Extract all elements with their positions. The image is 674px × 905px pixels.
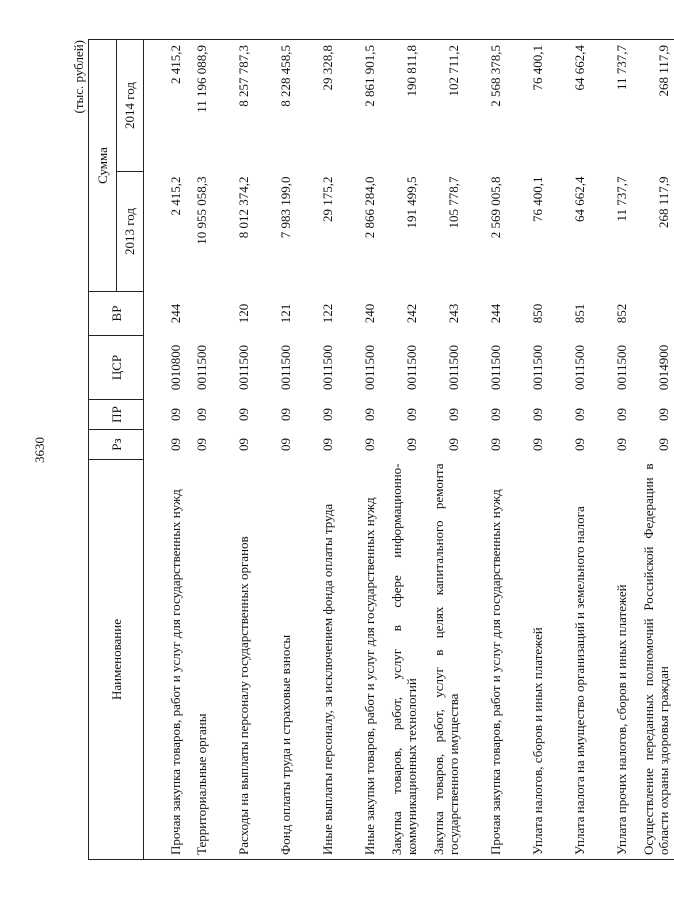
row-rz: 09 [488,438,503,451]
row-sum-2013: 2 415,2 [168,176,183,216]
row-csr: 0011500 [446,344,461,391]
row-rz: 09 [530,438,545,451]
row-rz: 09 [362,438,377,451]
row-sum-2013: 191 499,5 [404,176,419,229]
units-note: (тыс. рублей) [71,40,86,114]
table-row [186,40,212,860]
table-row [338,40,380,860]
row-sum-2013: 105 778,7 [446,176,461,229]
row-pr: 09 [614,408,629,421]
row-sum-2013: 11 737,7 [614,176,629,222]
row-vr: 121 [278,303,293,324]
row-name: Осуществление переданных полномочий Российской Федерации в области охраны здоровья граждан [641,463,671,855]
row-rz: 09 [572,438,587,451]
row-name: Уплата прочих налогов, сборов и иных платежей [614,584,629,855]
row-sum-2013: 76 400,1 [530,176,545,222]
header-name: Наименование [89,460,144,860]
table-row [212,40,254,860]
row-sum-2013: 2 866 284,0 [362,176,377,239]
budget-table [88,39,674,860]
row-name: Фонд оплаты труда и страховые взносы [278,634,293,855]
table-row [548,40,590,860]
row-name: Уплата налога на имущество организаций и земельного налога [572,506,587,855]
row-sum-2013: 64 662,4 [572,176,587,222]
table-row [422,40,464,860]
row-name: Иные выплаты персоналу, за исключением фонда оплаты труда [320,503,335,855]
table-row [590,40,632,860]
table-header [89,40,144,860]
row-vr [186,292,212,336]
row-pr: 09 [530,408,545,421]
header-year-2013: 2013 год [116,172,144,292]
row-name: Закупка товаров, работ, услуг в целях капитального ремонта государственного имущества [431,463,461,855]
row-sum-2013: 29 175,2 [320,176,335,222]
table-row [380,40,422,860]
row-name: Иные закупки товаров, работ и услуг для государственных нужд [362,497,377,855]
table-row [464,40,506,860]
row-csr: 0011500 [194,344,209,391]
header-rz: Рз [89,430,144,460]
row-sum-2014: 102 711,2 [446,45,461,97]
row-pr: 09 [656,408,671,421]
row-rz: 09 [278,438,293,451]
row-name: Уплата налогов, сборов и иных платежей [530,627,545,855]
row-sum-2014: 2 415,2 [168,45,183,84]
row-rz: 09 [236,438,251,451]
row-csr: 0014900 [656,344,671,391]
row-csr: 0011500 [362,344,377,391]
row-pr: 09 [446,408,461,421]
header-vr: ВР [89,292,144,336]
row-vr: 851 [572,303,587,324]
row-csr: 0011500 [278,344,293,391]
row-vr: 122 [320,303,335,324]
row-csr: 0011500 [236,344,251,391]
row-vr: 240 [362,303,377,324]
row-csr: 0011500 [614,344,629,391]
row-sum-2013: 2 569 005,8 [488,176,503,239]
row-pr: 09 [362,408,377,421]
row-vr: 852 [614,303,629,324]
row-pr: 09 [194,408,209,421]
page-number: 3630 [32,437,47,463]
table-row [296,40,338,860]
row-pr: 09 [488,408,503,421]
row-sum-2014: 11 737,7 [614,45,629,91]
row-csr: 0011500 [320,344,335,391]
row-pr: 09 [278,408,293,421]
row-sum-2014: 2 568 378,5 [488,45,503,107]
row-pr: 09 [168,408,183,421]
row-rz: 09 [320,438,335,451]
row-rz: 09 [194,438,209,451]
row-sum-2014: 64 662,4 [572,45,587,91]
header-pr: ПР [89,400,144,430]
row-vr: 244 [488,303,503,324]
table-row [254,40,296,860]
table-body [144,40,674,860]
row-rz: 09 [168,438,183,451]
row-name: Расходы на выплаты персоналу государственных органов [236,536,251,855]
row-sum-2014: 8 228 458,5 [278,45,293,107]
row-vr: 243 [446,303,461,324]
row-sum-2013: 7 983 199,0 [278,176,293,239]
row-sum-2014: 190 811,8 [404,45,419,97]
table-row [506,40,548,860]
row-sum-2014: 76 400,1 [530,45,545,91]
row-rz: 09 [404,438,419,451]
row-name: Прочая закупка товаров, работ и услуг для государственных нужд [168,489,183,855]
row-pr: 09 [572,408,587,421]
row-sum-2013: 268 117,9 [656,176,671,229]
row-rz: 09 [656,438,671,451]
row-csr: 0011500 [530,344,545,391]
row-sum-2014: 8 257 787,3 [236,45,251,107]
row-csr: 0011500 [404,344,419,391]
row-vr [632,292,674,336]
row-csr: 0010800 [168,344,183,391]
row-name: Закупка товаров, работ, услуг в сфере информационно-коммуникационных технологий [389,463,419,855]
row-csr: 0011500 [572,344,587,391]
row-rz: 09 [614,438,629,451]
row-rz: 09 [446,438,461,451]
header-csr: ЦСР [89,336,144,400]
row-sum-2013: 10 955 058,3 [194,176,209,245]
header-year-2014: 2014 год [116,40,144,172]
table-row [632,40,674,860]
header-sum: Сумма [89,40,117,292]
row-sum-2014: 268 117,9 [656,45,671,97]
row-sum-2013: 8 012 374,2 [236,176,251,239]
row-vr: 242 [404,303,419,324]
rotated-page-content [70,40,671,860]
row-vr: 850 [530,303,545,324]
table-row [144,40,187,860]
row-sum-2014: 2 861 901,5 [362,45,377,107]
row-pr: 09 [320,408,335,421]
row-vr: 244 [168,303,183,324]
row-name: Территориальные органы [194,713,209,855]
row-name: Прочая закупка товаров, работ и услуг для государственных нужд [488,489,503,855]
row-pr: 09 [236,408,251,421]
row-sum-2014: 11 196 088,9 [194,45,209,113]
row-pr: 09 [404,408,419,421]
row-csr: 0011500 [488,344,503,391]
row-vr: 120 [236,303,251,324]
row-sum-2014: 29 328,8 [320,45,335,91]
